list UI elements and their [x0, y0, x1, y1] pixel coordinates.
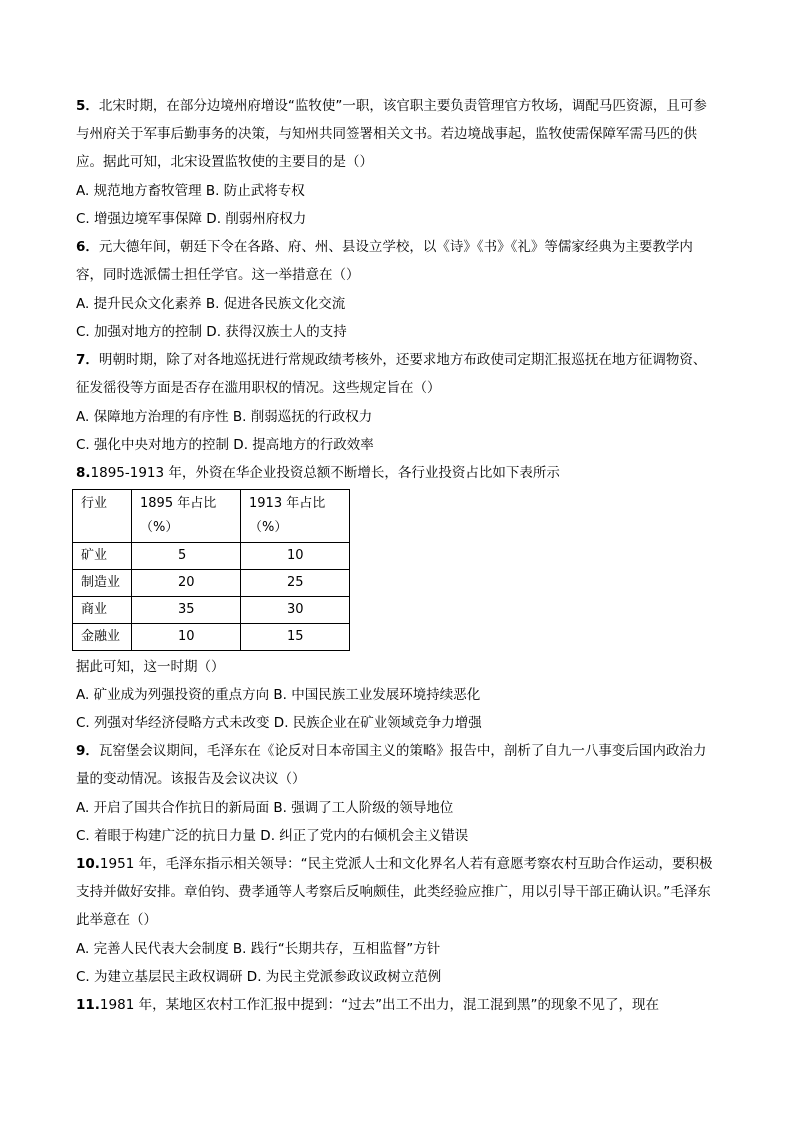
question-text: 1981 年，某地区农村工作汇报中提到：“过去”出工不出力，混工混到黑”的现象不见了，现在	[99, 997, 660, 1013]
option-line: C. 增强边境军事保障 D. 削弱州府权力	[76, 211, 307, 227]
option-line: C. 列强对华经济侵略方式未改变 D. 民族企业在矿业领域竞争力增强	[76, 715, 482, 731]
question-stem	[76, 233, 716, 289]
table-header: 行业	[73, 490, 132, 543]
table-cell: 10	[241, 543, 350, 570]
question-stem	[76, 737, 716, 793]
option-line: C. 加强对地方的控制 D. 获得汉族士人的支持	[76, 324, 347, 340]
table-cell: 制造业	[73, 570, 132, 597]
option-line: A. 矿业成为列强投资的重点方向 B. 中国民族工业发展环境持续恶化	[76, 687, 481, 703]
table-cell: 5	[132, 543, 241, 570]
question-stem	[76, 850, 716, 934]
question-7	[76, 346, 716, 459]
question-stem	[76, 459, 716, 487]
question-9	[76, 737, 716, 850]
option-line: C. 强化中央对地方的控制 D. 提高地方的行政效率	[76, 437, 374, 453]
question-text: 元大德年间，朝廷下令在各路、府、州、县设立学校，以《诗》《书》《礼》等儒家经典为主要教学内容，同时选派儒士担任学官。这一举措意在（）	[76, 239, 693, 283]
option-line: C. 着眼于构建广泛的抗日力量 D. 纠正了党内的右倾机会主义错误	[76, 828, 469, 844]
question-text: 瓦窑堡会议期间，毛泽东在《论反对日本帝国主义的策略》报告中，剖析了自九一八事变后国内政治力量的变动情况。该报告及会议决议（）	[76, 743, 707, 787]
option-line: A. 保障地方治理的有序性 B. 削弱巡抚的行政权力	[76, 409, 373, 425]
question-number: 5．	[76, 98, 99, 114]
document-page	[76, 92, 716, 1020]
option-line: A. 开启了国共合作抗日的新局面 B. 强调了工人阶级的领导地位	[76, 800, 454, 816]
option-line: A. 完善人民代表大会制度 B. 践行“长期共存，互相监督”方针	[76, 941, 441, 957]
question-number: 10.	[76, 856, 100, 872]
question-text: 北宋时期，在部分边境州府增设“监牧使”一职，该官职主要负责管理官方牧场，调配马匹资源，且可参与州府关于军事后勤事务的决策，与知州共同签署相关文书。若边境战事起，监牧使需保障军需马匹的供应。据此可知，北宋设置监牧使的主要目的是（）	[76, 98, 707, 170]
question-number: 6．	[76, 239, 99, 255]
option-line: C. 为建立基层民主政权调研 D. 为民主党派参政议政树立范例	[76, 969, 442, 985]
table-cell: 商业	[73, 597, 132, 624]
table-cell: 矿业	[73, 543, 132, 570]
question-11	[76, 991, 716, 1019]
question-6	[76, 233, 716, 346]
option-line: A. 规范地方畜牧管理 B. 防止武将专权	[76, 183, 305, 199]
table-cell: 20	[132, 570, 241, 597]
question-text: 1895-1913 年，外资在华企业投资总额不断增长，各行业投资占比如下表所示	[90, 465, 560, 481]
question-number: 8.	[76, 465, 91, 481]
table-cell: 35	[132, 597, 241, 624]
question-number: 9．	[76, 743, 99, 759]
table-row	[73, 543, 350, 570]
table-header: 1913 年占比（%）	[241, 490, 350, 543]
table-cell: 10	[132, 624, 241, 651]
question-stem	[76, 92, 716, 176]
question-10	[76, 850, 716, 991]
table-cell: 15	[241, 624, 350, 651]
table-cell: 30	[241, 597, 350, 624]
investment-table	[72, 489, 350, 651]
table-cell: 25	[241, 570, 350, 597]
table-row	[73, 624, 350, 651]
question-5	[76, 92, 716, 233]
table-row	[73, 570, 350, 597]
table-header: 1895 年占比（%）	[132, 490, 241, 543]
question-8	[76, 459, 716, 737]
table-header-row	[73, 490, 350, 543]
option-line: A. 提升民众文化素养 B. 促进各民族文化交流	[76, 296, 346, 312]
question-text: 1951 年，毛泽东指示相关领导：“民主党派人士和文化界名人若有意愿考察农村互助合作运动，要积极支持并做好安排。章伯钧、费孝通等人考察后反响颇佳，此类经验应推广，用以引导干部正确认识。”毛泽东此举意在（）	[76, 856, 713, 928]
question-text: 明朝时期，除了对各地巡抚进行常规政绩考核外，还要求地方布政使司定期汇报巡抚在地方征调物资、征发徭役等方面是否存在滥用职权的情况。这些规定旨在（）	[76, 352, 707, 396]
question-followup: 据此可知，这一时期（）	[76, 659, 225, 675]
table-row	[73, 597, 350, 624]
question-number: 11.	[76, 997, 100, 1013]
table-cell: 金融业	[73, 624, 132, 651]
question-stem	[76, 991, 716, 1019]
question-stem	[76, 346, 716, 402]
question-number: 7．	[76, 352, 99, 368]
